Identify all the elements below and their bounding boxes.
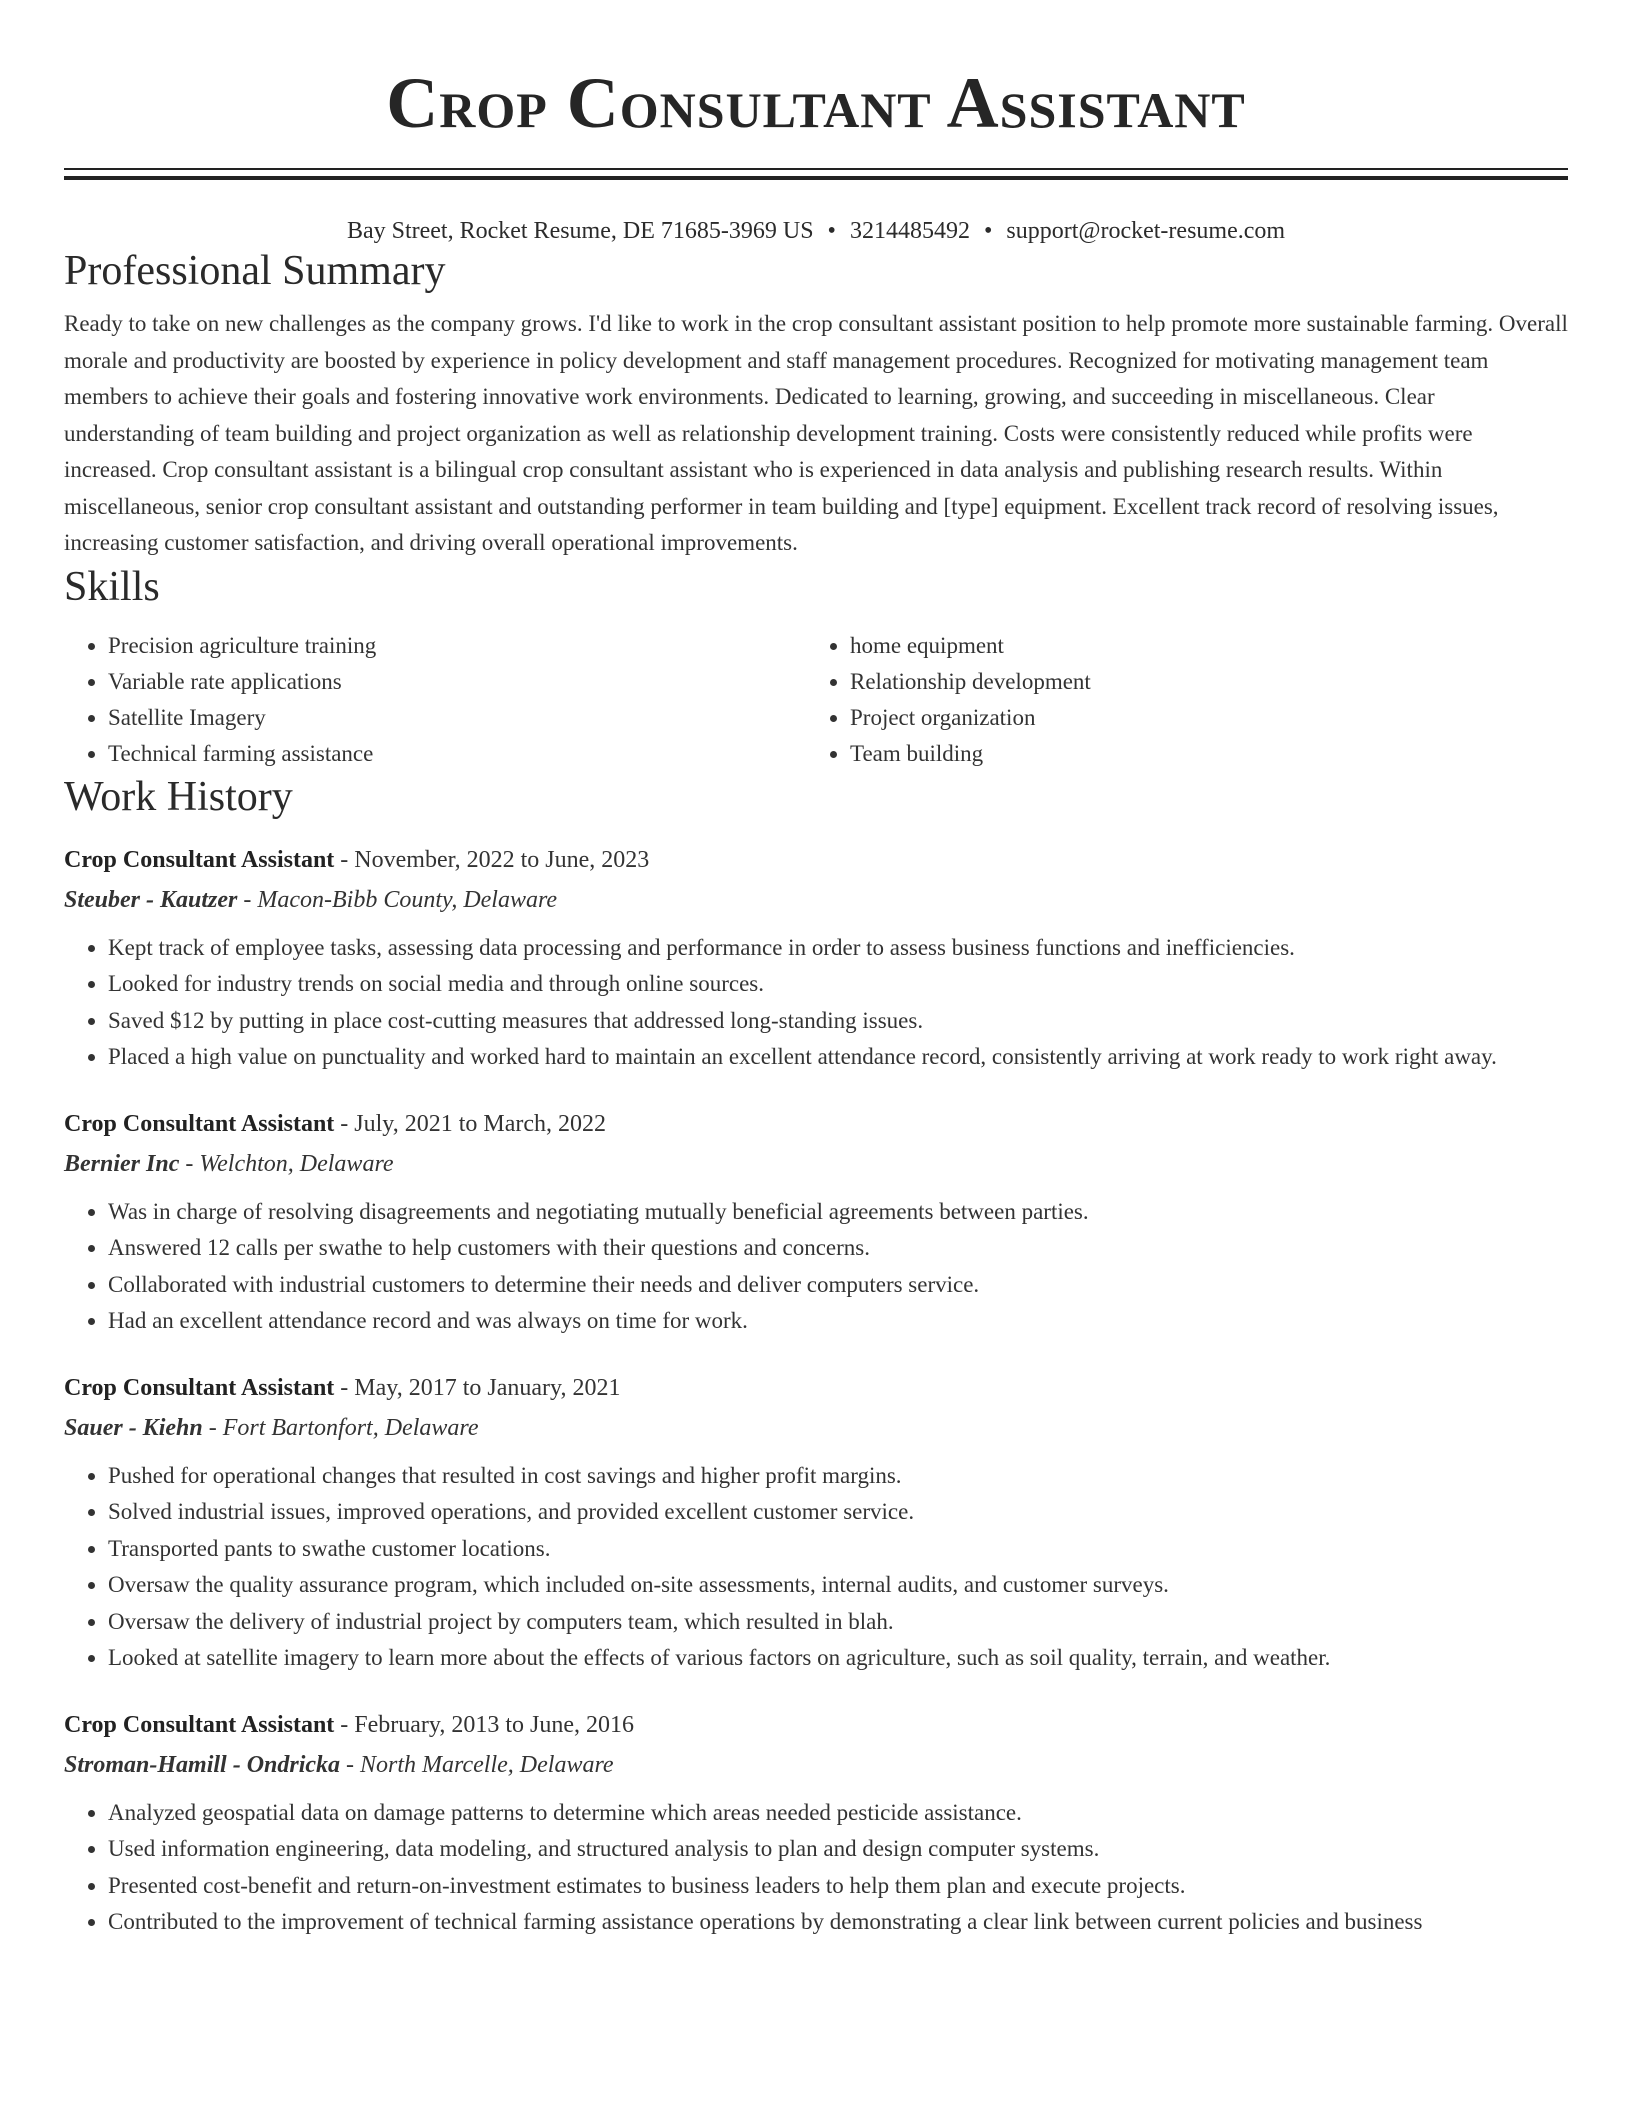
job-dates: - July, 2021 to March, 2022	[334, 1110, 607, 1137]
skills-column-right	[806, 628, 1548, 772]
resume-page	[64, 0, 1568, 1941]
job-title-line	[64, 840, 1568, 880]
section-heading-skills: Skills	[64, 563, 160, 610]
job-role: Crop Consultant Assistant	[64, 1374, 335, 1401]
job-dates: - November, 2022 to June, 2023	[334, 846, 650, 873]
section-heading-work-history: Work History	[64, 773, 293, 820]
job-bullets	[64, 1795, 1568, 1941]
skill-item: • Variable rate applications	[108, 664, 806, 700]
job-bullets	[64, 1194, 1568, 1340]
contact-address: Bay Street, Rocket Resume, DE 71685-3969 US	[346, 218, 814, 244]
job-employer-line	[64, 1144, 1568, 1184]
job-bullets	[64, 1458, 1568, 1677]
job-company: Steuber - Kautzer	[64, 886, 238, 913]
skill-item: • home equipment	[850, 628, 1548, 664]
job-company: Stroman-Hamill - Ondricka	[64, 1751, 341, 1778]
skill-item: • Relationship development	[850, 664, 1548, 700]
job-company: Sauer - Kiehn	[64, 1414, 203, 1441]
job-location: - North Marcelle, Delaware	[340, 1751, 614, 1778]
skill-item: • Project organization	[850, 700, 1548, 736]
job-location: - Welchton, Delaware	[179, 1150, 394, 1177]
job-bullet: • Analyzed geospatial data on damage patterns to determine which areas needed pesticide assistance.	[108, 1795, 1568, 1832]
job-bullet: • Saved $12 by putting in place cost-cutting measures that addressed long-standing issues.	[108, 1003, 1568, 1040]
job-bullet: • Looked for industry trends on social media and through online sources.	[108, 966, 1568, 1003]
contact-separator: •	[983, 218, 993, 244]
job-bullet: • Oversaw the delivery of industrial project by computers team, which resulted in blah.	[108, 1604, 1568, 1641]
job-title-line	[64, 1104, 1568, 1144]
job-bullet: • Presented cost-benefit and return-on-investment estimates to business leaders to help them plan and execute projects.	[108, 1868, 1568, 1905]
job-employer-line	[64, 1408, 1568, 1448]
resume-title: Crop Consultant Assistant	[386, 63, 1246, 143]
job-employer-line	[64, 1745, 1568, 1785]
skill-item: • Team building	[850, 736, 1548, 772]
job-bullet: • Transported pants to swathe customer locations.	[108, 1531, 1568, 1568]
job-entry	[64, 1368, 1568, 1677]
job-bullet: • Had an excellent attendance record and was always on time for work.	[108, 1303, 1568, 1340]
job-role: Crop Consultant Assistant	[64, 1711, 335, 1738]
contact-line	[64, 216, 1568, 246]
skill-item: • Precision agriculture training	[108, 628, 806, 664]
job-dates: - February, 2013 to June, 2016	[334, 1711, 635, 1738]
title-divider-thin	[64, 168, 1568, 170]
job-dates: - May, 2017 to January, 2021	[334, 1374, 621, 1401]
skill-item: • Technical farming assistance	[108, 736, 806, 772]
job-bullet: • Was in charge of resolving disagreements and negotiating mutually beneficial agreements between parties.	[108, 1194, 1568, 1231]
job-role: Crop Consultant Assistant	[64, 846, 335, 873]
job-bullet: • Solved industrial issues, improved operations, and provided excellent customer service.	[108, 1494, 1568, 1531]
job-bullet: • Contributed to the improvement of technical farming assistance operations by demonstrating a clear link between current policies and business	[108, 1904, 1568, 1941]
contact-phone: 3214485492	[849, 218, 970, 244]
contact-email: support@rocket-resume.com	[1006, 218, 1286, 244]
job-bullets	[64, 930, 1568, 1076]
job-bullet: • Collaborated with industrial customers to determine their needs and deliver computers service.	[108, 1267, 1568, 1304]
job-employer-line	[64, 880, 1568, 920]
job-entry	[64, 840, 1568, 1076]
job-location: - Fort Bartonfort, Delaware	[202, 1414, 479, 1441]
skills-column-left	[64, 628, 806, 772]
job-bullet: • Answered 12 calls per swathe to help customers with their questions and concerns.	[108, 1230, 1568, 1267]
contact-separator: •	[827, 218, 836, 244]
skill-item: • Satellite Imagery	[108, 700, 806, 736]
job-company: Bernier Inc	[64, 1150, 180, 1177]
skills-list	[64, 628, 1568, 772]
job-bullet: • Looked at satellite imagery to learn more about the effects of various factors on agriculture, such as soil quality, terrain, and weather.	[108, 1640, 1568, 1677]
summary-text: Ready to take on new challenges as the company grows. I'd like to work in the crop consultant assistant position to help promote more sustainable farming. Overall morale and productivity are boosted by experience in policy development and staff management procedures. Recognized for motivating management team members to achieve their goals and fostering innovative work environments. Dedicated to learning, growing, and succeeding in miscellaneous. Clear understanding of team building and project organization as well as relationship development training. Costs were consistently reduced while profits were increased. Crop consultant assistant is a bilingual crop consultant assistant who is experienced in data analysis and publishing research results. Within miscellaneous, senior crop consultant assistant and outstanding performer in team building and [type] equipment. Excellent track record of resolving issues, increasing customer satisfaction, and driving overall operational improvements.	[64, 311, 1568, 555]
job-bullet: • Used information engineering, data modeling, and structured analysis to plan and design computer systems.	[108, 1831, 1568, 1868]
job-location: - Macon-Bibb County, Delaware	[237, 886, 558, 913]
job-bullet: • Kept track of employee tasks, assessing data processing and performance in order to assess business functions and inefficiencies.	[108, 930, 1568, 967]
job-title-line	[64, 1368, 1568, 1408]
job-entry	[64, 1705, 1568, 1941]
job-role: Crop Consultant Assistant	[64, 1110, 335, 1137]
job-title-line	[64, 1705, 1568, 1745]
section-heading-summary: Professional Summary	[64, 248, 446, 294]
job-bullet: • Placed a high value on punctuality and worked hard to maintain an excellent attendance record, consistently arriving at work ready to work right away.	[108, 1039, 1568, 1076]
job-bullet: • Oversaw the quality assurance program, which included on-site assessments, internal audits, and customer surveys.	[108, 1567, 1568, 1604]
job-entry	[64, 1104, 1568, 1340]
job-bullet: • Pushed for operational changes that resulted in cost savings and higher profit margins.	[108, 1458, 1568, 1495]
title-divider-thick	[64, 176, 1568, 180]
